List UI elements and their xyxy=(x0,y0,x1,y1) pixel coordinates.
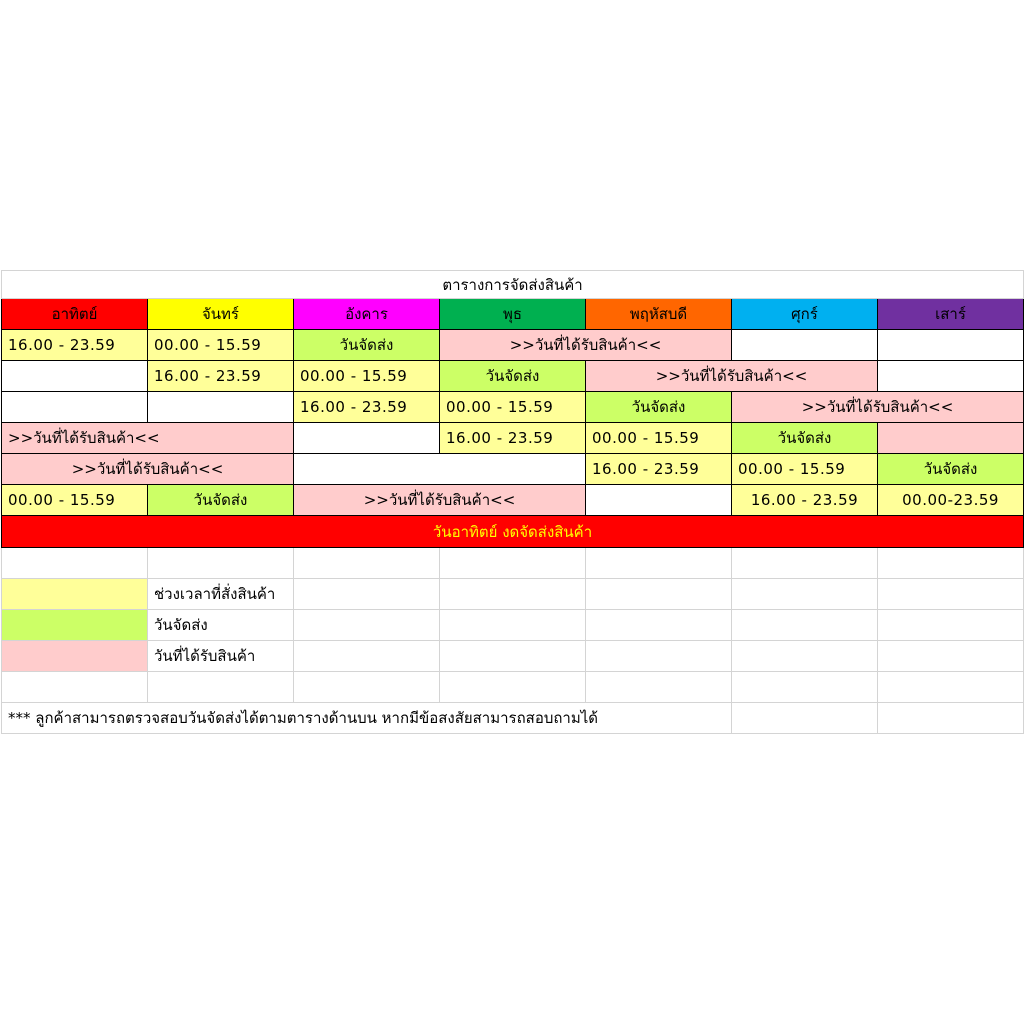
order-window-cell: 00.00 - 15.59 xyxy=(586,423,732,454)
empty-cell xyxy=(294,454,586,485)
footnote: *** ลูกค้าสามารถตรวจสอบวันจัดส่งได้ตามตารางด้านบน หากมีข้อสงสัยสามารถสอบถามได้ xyxy=(2,703,732,734)
receive-day-cell: >>วันที่ได้รับสินค้า<< xyxy=(732,392,1024,423)
empty-cell xyxy=(2,361,148,392)
order-window-cell: 16.00 - 23.59 xyxy=(294,392,440,423)
empty-cell xyxy=(878,361,1024,392)
blank-row xyxy=(2,672,1024,703)
delivery-day-cell: วันจัดส่ง xyxy=(878,454,1024,485)
schedule-row xyxy=(2,454,1024,485)
day-header-saturday: เสาร์ xyxy=(878,299,1024,330)
delivery-schedule-table xyxy=(1,270,1024,734)
blank-row xyxy=(2,548,1024,579)
legend-label-receive: วันที่ได้รับสินค้า xyxy=(148,641,294,672)
legend-row xyxy=(2,641,1024,672)
receive-day-cell: >>วันที่ได้รับสินค้า<< xyxy=(2,454,294,485)
legend-swatch-receive xyxy=(2,641,148,672)
day-header-thursday: พฤหัสบดี xyxy=(586,299,732,330)
delivery-day-cell: วันจัดส่ง xyxy=(586,392,732,423)
empty-cell xyxy=(878,330,1024,361)
order-window-cell: 00.00 - 15.59 xyxy=(440,392,586,423)
order-window-cell: 16.00 - 23.59 xyxy=(440,423,586,454)
schedule-row xyxy=(2,423,1024,454)
schedule-row xyxy=(2,392,1024,423)
schedule-row xyxy=(2,330,1024,361)
no-delivery-banner: วันอาทิตย์ งดจัดส่งสินค้า xyxy=(2,516,1024,548)
legend-row xyxy=(2,579,1024,610)
order-window-cell: 16.00 - 23.59 xyxy=(148,361,294,392)
day-header-monday: จันทร์ xyxy=(148,299,294,330)
receive-day-cell-blank xyxy=(878,423,1024,454)
delivery-day-cell: วันจัดส่ง xyxy=(440,361,586,392)
legend-swatch-delivery xyxy=(2,610,148,641)
order-window-cell: 16.00 - 23.59 xyxy=(586,454,732,485)
day-header-tuesday: อังคาร xyxy=(294,299,440,330)
empty-cell xyxy=(294,423,440,454)
order-window-cell: 00.00 - 15.59 xyxy=(294,361,440,392)
empty-cell xyxy=(148,392,294,423)
receive-day-cell: >>วันที่ได้รับสินค้า<< xyxy=(586,361,878,392)
delivery-day-cell: วันจัดส่ง xyxy=(294,330,440,361)
legend-label-delivery: วันจัดส่ง xyxy=(148,610,294,641)
day-header-wednesday: พุธ xyxy=(440,299,586,330)
order-window-cell: 00.00 - 15.59 xyxy=(148,330,294,361)
delivery-day-cell: วันจัดส่ง xyxy=(148,485,294,516)
order-window-cell: 00.00-23.59 xyxy=(878,485,1024,516)
empty-cell xyxy=(732,330,878,361)
schedule-row xyxy=(2,485,1024,516)
table-title: ตารางการจัดส่งสินค้า xyxy=(2,271,1024,299)
legend-swatch-order xyxy=(2,579,148,610)
schedule-row xyxy=(2,361,1024,392)
order-window-cell: 00.00 - 15.59 xyxy=(732,454,878,485)
day-header-row xyxy=(2,299,1024,330)
receive-day-cell: >>วันที่ได้รับสินค้า<< xyxy=(440,330,732,361)
empty-cell xyxy=(586,485,732,516)
order-window-cell: 16.00 - 23.59 xyxy=(2,330,148,361)
receive-day-cell: >>วันที่ได้รับสินค้า<< xyxy=(294,485,586,516)
empty-cell xyxy=(2,392,148,423)
order-window-cell: 16.00 - 23.59 xyxy=(732,485,878,516)
legend-label-order: ช่วงเวลาที่สั่งสินค้า xyxy=(148,579,294,610)
day-header-sunday: อาทิตย์ xyxy=(2,299,148,330)
day-header-friday: ศุกร์ xyxy=(732,299,878,330)
order-window-cell: 00.00 - 15.59 xyxy=(2,485,148,516)
delivery-day-cell: วันจัดส่ง xyxy=(732,423,878,454)
legend-row xyxy=(2,610,1024,641)
receive-day-cell: >>วันที่ได้รับสินค้า<< xyxy=(2,423,294,454)
